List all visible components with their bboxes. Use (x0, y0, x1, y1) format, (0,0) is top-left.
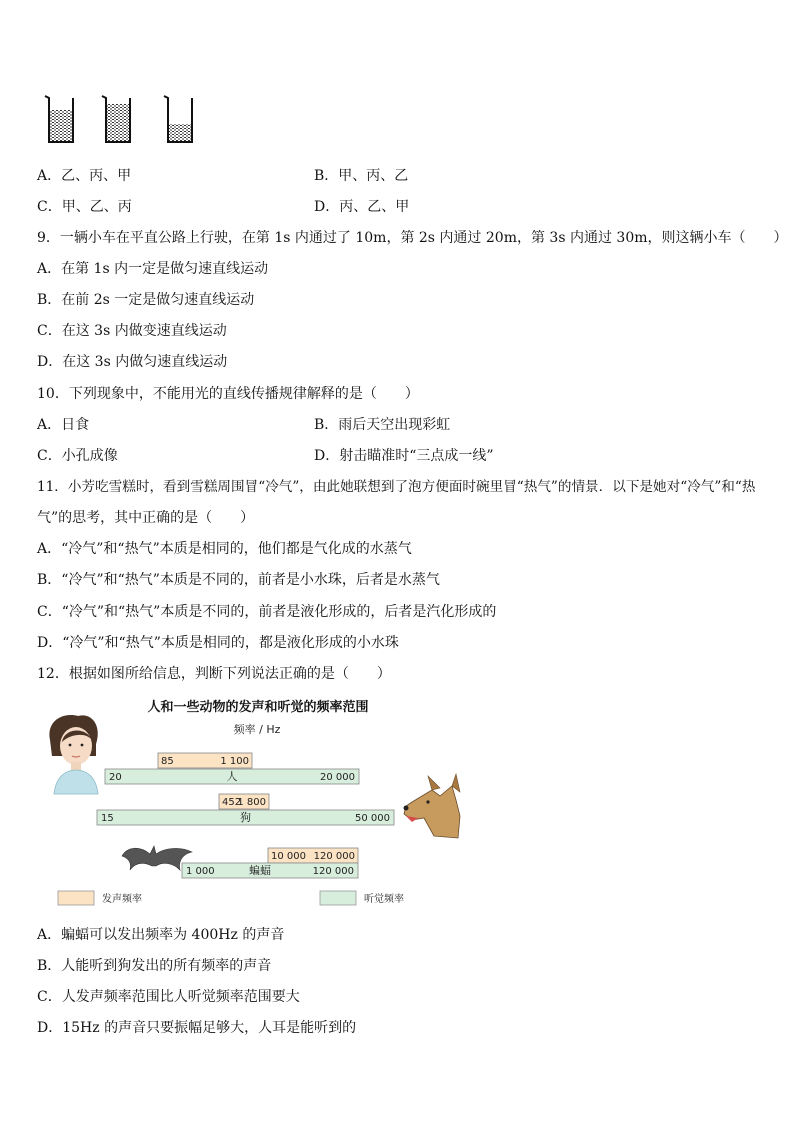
label-emit-high-dog: 1 800 (237, 797, 266, 808)
q11-stem-line2: 气”的思考，其中正确的是（ ） (37, 510, 255, 526)
dog-illustration (404, 774, 461, 838)
beaker-yi (102, 96, 130, 142)
person-illustration (49, 715, 98, 794)
q11-option-b: B．“冷气”和“热气”本质是不同的，前者是小水珠，后者是水蒸气 (37, 572, 440, 588)
legend-emit-swatch (58, 891, 94, 905)
label-hear-high-dog: 50 000 (355, 813, 390, 824)
label-emit-high-bat: 120 000 (313, 851, 355, 862)
q10-option-d: D．射击瞄准时“三点成一线” (314, 448, 494, 464)
q12-stem: 12．根据如图所给信息，判断下列说法正确的是（ ） (37, 666, 391, 682)
chart-legend (58, 891, 404, 905)
q8-option-c: C．甲、乙、丙 (37, 199, 132, 215)
q10-stem: 10．下列现象中，不能用光的直线传播规律解释的是（ ） (37, 386, 419, 402)
label-hear-low-human: 20 (109, 772, 122, 783)
q12-option-c: C．人发声频率范围比人听觉频率范围要大 (37, 989, 300, 1005)
label-emit-high-human: 1 100 (220, 756, 249, 767)
label-emit-low-human: 85 (161, 756, 174, 767)
label-hear-high-bat: 120 000 (312, 866, 354, 877)
frequency-range-chart (40, 690, 480, 912)
q10-option-c: C．小孔成像 (37, 448, 118, 464)
q9-option-a: A．在第 1s 内一定是做匀速直线运动 (37, 261, 269, 277)
beakers-illustration (40, 92, 210, 148)
legend-hear-label: 听觉频率 (364, 894, 404, 905)
legend-emit-label: 发声频率 (102, 894, 142, 905)
label-name-bat: 蝙蝠 (249, 864, 271, 877)
legend-hear-swatch (320, 891, 356, 905)
q9-stem: 9．一辆小车在平直公路上行驶，在第 1s 内通过了 10m，第 2s 内通过 20m，第 3s 内通过 30m，则这辆小车（ ） (37, 230, 788, 246)
q9-option-b: B．在前 2s 一定是做匀速直线运动 (37, 292, 255, 308)
beaker-jia (45, 96, 73, 142)
bat-illustration (122, 846, 192, 870)
q11-option-c: C．“冷气”和“热气”本质是不同的，前者是液化形成的，后者是汽化形成的 (37, 604, 497, 620)
label-emit-low-dog: 452 (222, 797, 242, 808)
label-hear-low-dog: 15 (101, 813, 114, 824)
q12-option-b: B．人能听到狗发出的所有频率的声音 (37, 958, 272, 974)
label-hear-low-bat: 1 000 (186, 866, 215, 877)
q8-option-d: D．丙、乙、甲 (314, 199, 410, 215)
q9-option-d: D．在这 3s 内做匀速直线运动 (37, 354, 228, 370)
label-emit-low-bat: 10 000 (271, 851, 306, 862)
q10-option-a: A．日食 (37, 417, 90, 433)
chart-title: 人和一些动物的发声和听觉的频率范围 (147, 700, 369, 715)
chart-subtitle: 频率 / Hz (233, 723, 281, 736)
q9-option-c: C．在这 3s 内做变速直线运动 (37, 323, 227, 339)
q8-option-b: B．甲、丙、乙 (314, 168, 409, 184)
q11-stem-line1: 11．小芳吃雪糕时，看到雪糕周围冒“冷气”，由此她联想到了泡方便面时碗里冒“热气”的情景．以下是她对“冷气”和“热 (37, 479, 756, 495)
q11-option-a: A．“冷气”和“热气”本质是相同的，他们都是气化成的水蒸气 (37, 541, 412, 557)
label-hear-high-human: 20 000 (320, 772, 355, 783)
q10-option-b: B．雨后天空出现彩虹 (314, 417, 451, 433)
q11-option-d: D．“冷气”和“热气”本质是相同的，都是液化形成的小水珠 (37, 635, 399, 651)
beaker-bing (164, 96, 192, 142)
q12-option-d: D．15Hz 的声音只要振幅足够大，人耳是能听到的 (37, 1020, 357, 1036)
label-name-human: 人 (226, 770, 238, 783)
q12-option-a: A．蝙蝠可以发出频率为 400Hz 的声音 (37, 927, 285, 943)
q8-option-a: A．乙、丙、甲 (37, 168, 132, 184)
label-name-dog: 狗 (240, 811, 251, 824)
